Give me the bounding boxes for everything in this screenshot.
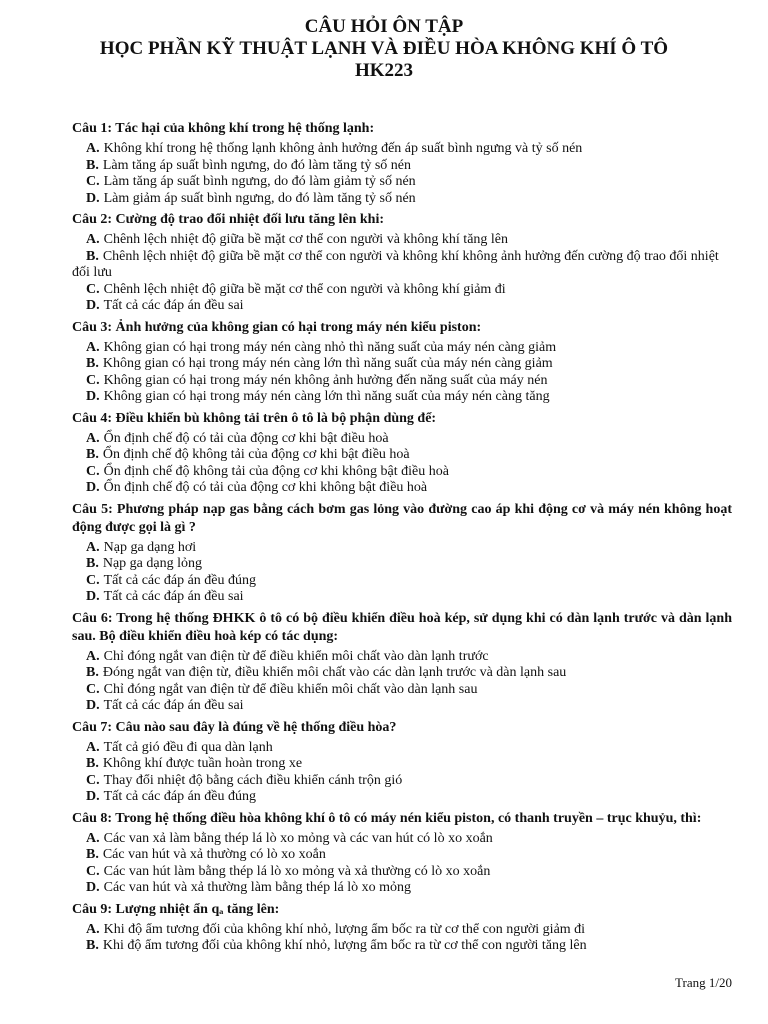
answer-text: Tất cả các đáp án đều sai xyxy=(103,698,244,713)
answer-option xyxy=(86,389,732,406)
answer-letter: D. xyxy=(86,480,100,495)
answer-letter: C. xyxy=(86,174,100,189)
answer-letter: B. xyxy=(86,248,99,264)
answer-letter: B. xyxy=(86,556,99,571)
answer-letter: C. xyxy=(86,372,100,388)
answer-option xyxy=(86,480,732,497)
question-4 xyxy=(72,410,732,501)
answer-option xyxy=(72,249,732,282)
question-title: Câu 1: Tác hại của không khí trong hệ thống lạnh: xyxy=(72,121,375,136)
answer-text: Không khí trong hệ thống lạnh không ảnh hưởng đến áp suất bình ngưng và tỷ số nén xyxy=(103,141,583,156)
answer-text: Không gian có hại trong máy nén không ảnh hưởng đến năng suất của máy nén xyxy=(103,372,548,388)
answer-option xyxy=(86,174,732,191)
answer-text: Nạp ga dạng lỏng xyxy=(102,556,202,571)
answer-option xyxy=(86,938,732,955)
answer-option xyxy=(86,141,732,158)
answer-letter: C. xyxy=(86,572,100,588)
answer-option xyxy=(86,556,732,573)
answer-letter: A. xyxy=(86,430,100,446)
answer-letter: D. xyxy=(86,589,100,604)
question-title: Câu 6: Trong hệ thống ĐHKK ô tô có bộ điều khiển điều hoà kép, sử dụng khi có dàn lạnh trước và dàn lạnh sau. Bộ điều khiển điều hoà kép có tác dụng: xyxy=(72,610,732,644)
answer-letter: A. xyxy=(86,339,100,355)
question-8 xyxy=(72,810,732,901)
answer-text: Các van hút làm bằng thép lá lò xo mỏng và xả thường có lò xo xoắn xyxy=(103,863,491,879)
answer-letter: A. xyxy=(86,539,100,555)
answer-letter: C. xyxy=(86,863,100,879)
answer-text: Các van hút và xả thường làm bằng thép lá lò xo mỏng xyxy=(103,880,411,895)
question-6 xyxy=(72,610,732,719)
answer-letter: A. xyxy=(86,921,100,937)
answer-letter: B. xyxy=(86,665,99,680)
header-line-3: HK223 xyxy=(354,60,414,81)
answer-text: Chênh lệch nhiệt độ giữa bề mặt cơ thể con người và không khí tăng lên xyxy=(103,232,509,247)
answer-text: Không gian có hại trong máy nén càng nhỏ thì năng suất của máy nén càng giảm xyxy=(103,339,557,355)
answer-letter: D. xyxy=(86,190,100,206)
answer-text: Nạp ga dạng hơi xyxy=(103,539,197,555)
answer-text: Ổn định chế độ có tải của động cơ khi không bật điều hoà xyxy=(103,480,428,495)
answer-letter: A. xyxy=(86,648,100,664)
question-title: Câu 3: Ảnh hưởng của không gian có hại trong máy nén kiểu piston: xyxy=(72,319,482,335)
question-list xyxy=(72,120,732,959)
answer-option xyxy=(86,789,732,806)
answer-text: Đóng ngắt van điện từ, điều khiển môi chất vào các dàn lạnh trước và dàn lạnh sau xyxy=(102,665,567,680)
answer-letter: C. xyxy=(86,463,100,479)
answer-option xyxy=(86,880,732,897)
answer-option xyxy=(86,698,732,715)
answer-option xyxy=(86,158,732,175)
answer-letter: A. xyxy=(86,141,100,156)
answer-option xyxy=(86,740,732,757)
answer-option xyxy=(86,922,732,939)
answer-text: Khi độ ẩm tương đối của không khí nhỏ, lượng ẩm bốc ra từ cơ thể con người tăng lên xyxy=(102,938,587,953)
answer-text: Các van hút và xả thường có lò xo xoắn xyxy=(102,847,326,862)
answer-option xyxy=(86,340,732,357)
answer-text: Làm tăng áp suất bình ngưng, do đó làm giảm tỷ số nén xyxy=(103,174,416,189)
document-header xyxy=(0,16,768,82)
answer-text: Ổn định chế độ không tải của động cơ khi bật điều hoà xyxy=(102,447,410,462)
answer-text: Tất cả gió đều đi qua dàn lạnh xyxy=(103,739,273,755)
answer-text: Tất cả các đáp án đều đúng xyxy=(103,789,256,804)
answer-text: Ổn định chế độ không tải của động cơ khi không bật điều hoà xyxy=(103,463,449,479)
answer-text: Tất cả các đáp án đều sai xyxy=(103,589,244,604)
header-line-2: HỌC PHẦN KỸ THUẬT LẠNH VÀ ĐIỀU HÒA KHÔNG KHÍ Ô TÔ xyxy=(99,38,669,59)
answer-letter: C. xyxy=(86,681,100,697)
answer-option xyxy=(86,847,732,864)
answer-letter: B. xyxy=(86,756,99,771)
answer-letter: B. xyxy=(86,157,99,173)
answer-letter: A. xyxy=(86,232,100,247)
answer-letter: D. xyxy=(86,789,100,804)
answer-text: Khi độ ẩm tương đối của không khí nhỏ, lượng ẩm bốc ra từ cơ thể con người giảm đi xyxy=(103,921,586,937)
answer-option xyxy=(86,864,732,881)
answer-option xyxy=(86,831,732,848)
answer-text: Chênh lệch nhiệt độ giữa bề mặt cơ thể con người và không khí giảm đi xyxy=(103,281,506,297)
answer-text: Không gian có hại trong máy nén càng lớn thì năng suất của máy nén càng giảm xyxy=(102,356,553,371)
answer-text: Tất cả các đáp án đều đúng xyxy=(103,572,256,588)
answer-letter: A. xyxy=(86,739,100,755)
answer-letter: B. xyxy=(86,847,99,862)
answer-letter: C. xyxy=(86,772,100,788)
header-line-1: CÂU HỎI ÔN TẬP xyxy=(304,16,464,37)
answer-letter: B. xyxy=(86,356,99,371)
question-9 xyxy=(72,901,732,959)
answer-letter: D. xyxy=(86,389,100,404)
question-title: Câu 9: Lượng nhiệt ẩn qₐ tăng lên: xyxy=(72,901,280,917)
answer-option xyxy=(86,665,732,682)
answer-letter: A. xyxy=(86,830,100,846)
question-title: Câu 7: Câu nào sau đây là đúng về hệ thống điều hòa? xyxy=(72,719,397,735)
answer-option xyxy=(86,191,732,208)
question-3 xyxy=(72,319,732,410)
answer-option xyxy=(86,431,732,448)
answer-letter: D. xyxy=(86,698,100,713)
question-7 xyxy=(72,719,732,810)
answer-letter: B. xyxy=(86,938,99,953)
answer-letter: D. xyxy=(86,298,100,313)
answer-option xyxy=(86,373,732,390)
answer-option xyxy=(86,589,732,606)
answer-option xyxy=(86,447,732,464)
question-title: Câu 8: Trong hệ thống điều hòa không khí ô tô có máy nén kiểu piston, có thanh truyền – trục khuỷu, thì: xyxy=(72,810,702,826)
page-number: Trang 1/20 xyxy=(675,975,732,990)
answer-text: Không gian có hại trong máy nén càng lớn thì năng suất của máy nén càng tăng xyxy=(103,389,550,404)
answer-option xyxy=(86,573,732,590)
answer-letter: D. xyxy=(86,880,100,895)
answer-option xyxy=(86,356,732,373)
answer-option xyxy=(86,682,732,699)
answer-text: Không khí được tuần hoàn trong xe xyxy=(102,756,303,771)
answer-text: Ổn định chế độ có tải của động cơ khi bật điều hoà xyxy=(103,430,389,446)
answer-text: Chỉ đóng ngắt van điện từ để điều khiển môi chất vào dàn lạnh trước xyxy=(103,648,489,664)
answer-letter: C. xyxy=(86,281,100,297)
question-title: Câu 4: Điều khiển bù không tải trên ô tô là bộ phận dùng để: xyxy=(72,410,437,426)
answer-option xyxy=(86,298,732,315)
answer-option xyxy=(86,232,732,249)
answer-text: Thay đổi nhiệt độ bằng cách điều khiển cánh trộn gió xyxy=(103,772,403,788)
answer-option xyxy=(86,756,732,773)
answer-option xyxy=(86,649,732,666)
question-5 xyxy=(72,501,732,610)
answer-text: Chênh lệch nhiệt độ giữa bề mặt cơ thể con người và không khí không ảnh hưởng đến cường độ trao đổi nhiệt đối lưu xyxy=(72,248,719,280)
answer-letter: B. xyxy=(86,447,99,462)
answer-text: Tất cả các đáp án đều sai xyxy=(103,298,244,313)
answer-text: Làm giảm áp suất bình ngưng, do đó làm tăng tỷ số nén xyxy=(103,190,416,206)
answer-option xyxy=(86,464,732,481)
question-title: Câu 2: Cường độ trao đổi nhiệt đối lưu tăng lên khi: xyxy=(72,212,384,227)
answer-option xyxy=(86,282,732,299)
answer-option xyxy=(86,540,732,557)
answer-option xyxy=(86,773,732,790)
question-title: Câu 5: Phương pháp nạp gas bằng cách bơm gas lỏng vào đường cao áp khi động cơ và máy nén không hoạt động được gọi là gì ? xyxy=(72,501,732,535)
question-1 xyxy=(72,120,732,211)
answer-text: Các van xả làm bằng thép lá lò xo mỏng và các van hút có lò xo xoắn xyxy=(103,830,493,846)
answer-text: Làm tăng áp suất bình ngưng, do đó làm tăng tỷ số nén xyxy=(102,157,411,173)
answer-text: Chỉ đóng ngắt van điện từ để điều khiển môi chất vào dàn lạnh sau xyxy=(103,681,478,697)
question-2 xyxy=(72,211,732,319)
